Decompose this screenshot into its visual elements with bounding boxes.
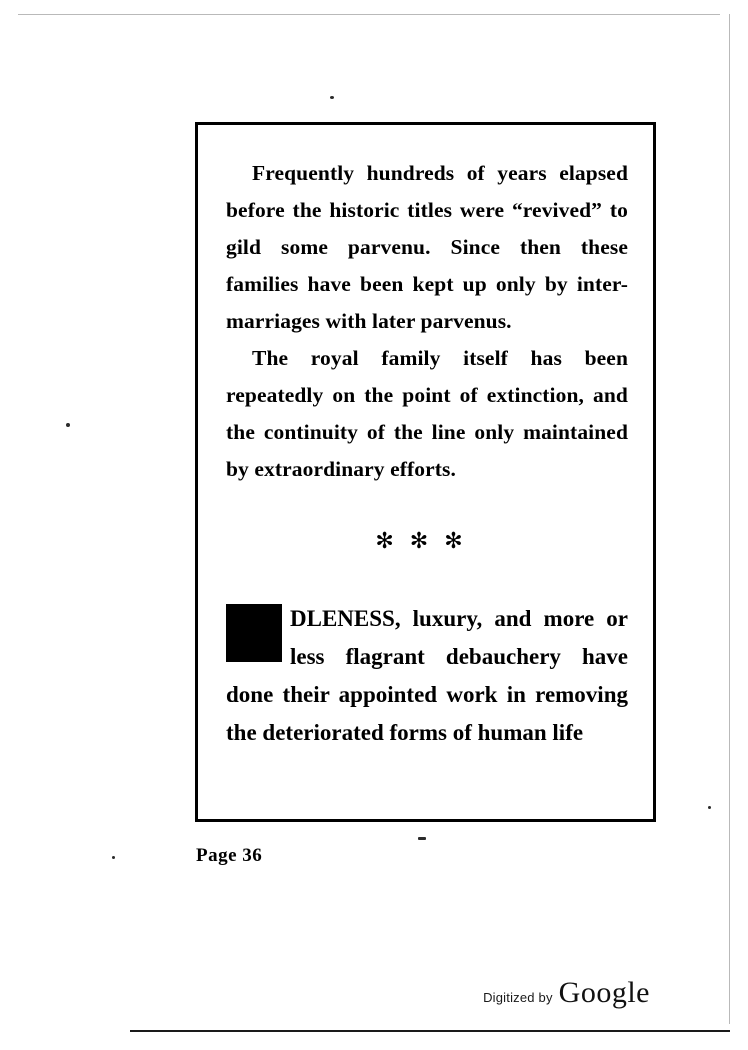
- floral-ornament-icon: ✻: [444, 528, 479, 553]
- google-wordmark: Google: [558, 976, 650, 1009]
- floral-ornament-divider: [226, 530, 628, 552]
- scan-edge-line-bottom: [130, 1030, 730, 1032]
- text-block-border: [195, 122, 656, 822]
- scan-edge-line-right: [729, 14, 730, 1024]
- digitized-by-google-watermark: [483, 976, 650, 1010]
- paragraph-text: DLENESS, luxury, and more or less flagrant debauchery have done their appointed work in removing the deteriorated forms of human life: [226, 606, 628, 745]
- floral-ornament-icon: ✻: [375, 528, 410, 553]
- scan-speckle: [66, 423, 70, 427]
- floral-ornament-icon: ✻: [409, 528, 445, 553]
- drop-cap-block: [226, 604, 282, 662]
- paragraph-text: Frequently hundreds of years elapsed before the historic titles were “revived” to gild some parvenu. Since then these families have been kept up only by inter-marriages with later parvenus.: [226, 161, 628, 333]
- scan-speckle: [112, 856, 115, 859]
- paragraph-text: The royal family itself has been repeatedly on the point of extinction, and the continuity of the line only maintained by extraordinary efforts.: [226, 346, 628, 481]
- scan-speckle: [418, 837, 426, 840]
- text-column: [226, 155, 628, 752]
- scan-speckle: [708, 806, 711, 809]
- paragraph-idleness: [226, 600, 628, 752]
- paragraph-frequently: [226, 155, 628, 340]
- paragraph-royal-family: [226, 340, 628, 488]
- scan-speckle: [330, 96, 334, 99]
- scan-edge-line-top: [18, 14, 720, 15]
- page-number: Page 36: [196, 845, 263, 866]
- digitized-by-label: Digitized by: [483, 990, 553, 1005]
